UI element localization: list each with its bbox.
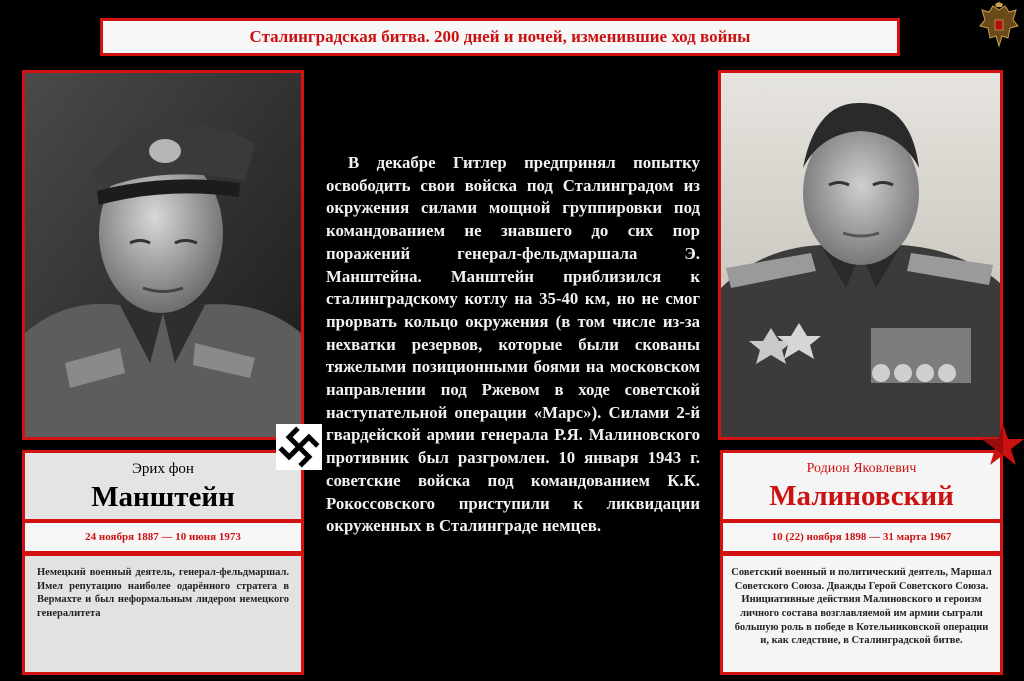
main-narrative-text: В декабре Гитлер предпринял попытку освободить свои войска под Сталинградом из окружения силами мощной группировки под командованием не знавшего до сих пор поражений генерал-фельдмаршала Э. Манштейна. Манштейн приблизился к сталинградскому котлу на 35-40 км, но не смог прорвать кольцо окружения (в том числе из-за нехватки резервов, которые были скованы тяжелыми позиционными боями на московском направлении под Ржевом в ходе советской наступательной операции «Марс»). Силами 2-й гвардейской армии генерала Р.Я. Малиновского противник был разгромлен. 10 января 1943 г. советские войска под командованием К.К. Рокоссовского приступили к ликвидации окруженных в Сталинграде немцев.: [326, 153, 700, 536]
malinovsky-portrait: [718, 70, 1003, 440]
page-title-bar: [100, 18, 900, 56]
manstein-bio: Немецкий военный деятель, генерал-фельдмаршал. Имел репутацию наиболее одарённого стратега в Вермахте и был неформальным лидером немецкого генералитета: [22, 553, 304, 675]
red-star-icon: [980, 422, 1024, 468]
manstein-portrait: [22, 70, 304, 440]
malinovsky-surname: Малиновский: [769, 480, 954, 512]
double-headed-eagle-icon: [978, 2, 1020, 52]
malinovsky-given-name: Родион Яковлевич: [806, 461, 917, 476]
malinovsky-name-card: [720, 450, 1003, 522]
manstein-name-card: [22, 450, 304, 522]
malinovsky-dates: 10 (22) ноября 1898 — 31 марта 1967: [720, 520, 1003, 554]
manstein-given-name: Эрих фон: [132, 461, 194, 477]
manstein-surname: Манштейн: [91, 481, 235, 513]
swastika-icon: [276, 424, 322, 470]
malinovsky-bio: Советский военный и политический деятель, Маршал Советского Союза. Дважды Герой Советского Союза. Инициативные действия Малиновского и героизм личного состава возглавляемой им армии сыграли большую роль в победе в Котельниковской операции и, как следствие, в Сталинградской битве.: [720, 553, 1003, 675]
manstein-dates: 24 ноября 1887 — 10 июня 1973: [22, 520, 304, 554]
page-title: Сталинградская битва. 200 дней и ночей, изменившие ход войны: [249, 27, 751, 46]
